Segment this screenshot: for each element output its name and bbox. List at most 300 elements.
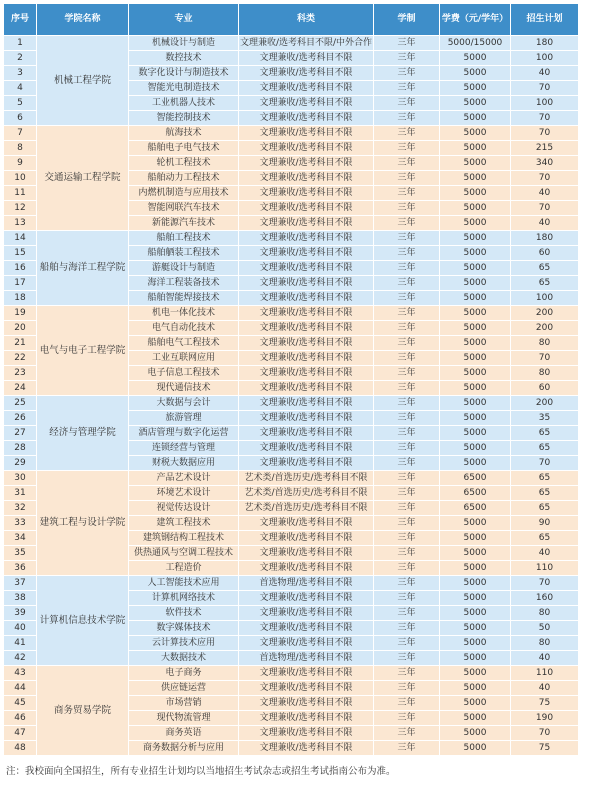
enrollment-plan-table xyxy=(3,3,579,756)
college-name: 机械工程学院 xyxy=(37,36,129,126)
duration: 三年 xyxy=(374,381,440,396)
enrollment-plan: 65 xyxy=(511,471,579,486)
duration: 三年 xyxy=(374,696,440,711)
row-number: 5 xyxy=(4,96,37,111)
row-number: 39 xyxy=(4,606,37,621)
duration: 三年 xyxy=(374,606,440,621)
category: 文理兼收/选考科目不限 xyxy=(239,621,374,636)
row-number: 15 xyxy=(4,246,37,261)
row-number: 25 xyxy=(4,396,37,411)
major-name: 智能光电制造技术 xyxy=(129,81,239,96)
table-row xyxy=(4,471,579,486)
college-name: 计算机信息技术学院 xyxy=(37,576,129,666)
major-name: 建筑工程技术 xyxy=(129,516,239,531)
major-name: 海洋工程装备技术 xyxy=(129,276,239,291)
major-name: 计算机网络技术 xyxy=(129,591,239,606)
tuition-fee: 5000 xyxy=(440,741,511,756)
tuition-fee: 5000 xyxy=(440,441,511,456)
enrollment-plan: 200 xyxy=(511,321,579,336)
tuition-fee: 5000 xyxy=(440,321,511,336)
duration: 三年 xyxy=(374,51,440,66)
enrollment-plan: 65 xyxy=(511,531,579,546)
enrollment-plan: 70 xyxy=(511,456,579,471)
enrollment-plan: 90 xyxy=(511,516,579,531)
major-name: 财税大数据应用 xyxy=(129,456,239,471)
tuition-fee: 6500 xyxy=(440,471,511,486)
tuition-fee: 5000 xyxy=(440,636,511,651)
duration: 三年 xyxy=(374,516,440,531)
tuition-fee: 5000 xyxy=(440,591,511,606)
duration: 三年 xyxy=(374,471,440,486)
duration: 三年 xyxy=(374,531,440,546)
category: 文理兼收/选考科目不限 xyxy=(239,141,374,156)
college-name: 船舶与海洋工程学院 xyxy=(37,231,129,306)
duration: 三年 xyxy=(374,426,440,441)
enrollment-plan: 70 xyxy=(511,111,579,126)
category: 文理兼收/选考科目不限 xyxy=(239,711,374,726)
major-name: 智能网联汽车技术 xyxy=(129,201,239,216)
tuition-fee: 5000 xyxy=(440,276,511,291)
row-number: 11 xyxy=(4,186,37,201)
row-number: 34 xyxy=(4,531,37,546)
tuition-fee: 5000 xyxy=(440,231,511,246)
enrollment-plan: 200 xyxy=(511,396,579,411)
duration: 三年 xyxy=(374,636,440,651)
category: 文理兼收/选考科目不限 xyxy=(239,156,374,171)
duration: 三年 xyxy=(374,216,440,231)
duration: 三年 xyxy=(374,456,440,471)
major-name: 数控技术 xyxy=(129,51,239,66)
duration: 三年 xyxy=(374,621,440,636)
tuition-fee: 5000 xyxy=(440,711,511,726)
duration: 三年 xyxy=(374,186,440,201)
header-cell-no: 序号 xyxy=(4,4,37,36)
enrollment-plan: 70 xyxy=(511,201,579,216)
tuition-fee: 5000 xyxy=(440,516,511,531)
tuition-fee: 5000 xyxy=(440,201,511,216)
major-name: 现代通信技术 xyxy=(129,381,239,396)
enrollment-plan: 60 xyxy=(511,381,579,396)
row-number: 38 xyxy=(4,591,37,606)
tuition-fee: 5000 xyxy=(440,381,511,396)
enrollment-plan: 40 xyxy=(511,681,579,696)
duration: 三年 xyxy=(374,171,440,186)
tuition-fee: 6500 xyxy=(440,501,511,516)
tuition-fee: 5000 xyxy=(440,621,511,636)
category: 艺术类/首选历史/选考科目不限 xyxy=(239,501,374,516)
major-name: 市场营销 xyxy=(129,696,239,711)
enrollment-plan: 65 xyxy=(511,426,579,441)
tuition-fee: 5000 xyxy=(440,666,511,681)
category: 文理兼收/选考科目不限 xyxy=(239,276,374,291)
header-cell-major: 专业 xyxy=(129,4,239,36)
header-cell-plan: 招生计划 xyxy=(511,4,579,36)
major-name: 供热通风与空调工程技术 xyxy=(129,546,239,561)
enrollment-plan: 40 xyxy=(511,186,579,201)
major-name: 连锁经营与管理 xyxy=(129,441,239,456)
table-header-row xyxy=(4,4,579,36)
tuition-fee: 5000 xyxy=(440,291,511,306)
tuition-fee: 5000 xyxy=(440,336,511,351)
category: 文理兼收/选考科目不限/中外合作 xyxy=(239,36,374,51)
major-name: 船舶动力工程技术 xyxy=(129,171,239,186)
duration: 三年 xyxy=(374,396,440,411)
row-number: 46 xyxy=(4,711,37,726)
category: 文理兼收/选考科目不限 xyxy=(239,216,374,231)
header-cell-college: 学院名称 xyxy=(37,4,129,36)
major-name: 酒店管理与数字化运营 xyxy=(129,426,239,441)
row-number: 27 xyxy=(4,426,37,441)
duration: 三年 xyxy=(374,291,440,306)
enrollment-plan: 215 xyxy=(511,141,579,156)
row-number: 23 xyxy=(4,366,37,381)
tuition-fee: 5000 xyxy=(440,126,511,141)
tuition-fee: 5000 xyxy=(440,651,511,666)
tuition-fee: 5000 xyxy=(440,246,511,261)
category: 文理兼收/选考科目不限 xyxy=(239,546,374,561)
tuition-fee: 5000 xyxy=(440,111,511,126)
enrollment-plan: 110 xyxy=(511,561,579,576)
duration: 三年 xyxy=(374,126,440,141)
major-name: 船舶工程技术 xyxy=(129,231,239,246)
enrollment-plan: 70 xyxy=(511,171,579,186)
category: 文理兼收/选考科目不限 xyxy=(239,231,374,246)
major-name: 工业机器人技术 xyxy=(129,96,239,111)
row-number: 4 xyxy=(4,81,37,96)
category: 艺术类/首选历史/选考科目不限 xyxy=(239,471,374,486)
category: 文理兼收/选考科目不限 xyxy=(239,321,374,336)
duration: 三年 xyxy=(374,111,440,126)
enrollment-plan: 65 xyxy=(511,261,579,276)
major-name: 大数据与会计 xyxy=(129,396,239,411)
category: 文理兼收/选考科目不限 xyxy=(239,171,374,186)
enrollment-plan: 100 xyxy=(511,291,579,306)
tuition-fee: 5000 xyxy=(440,531,511,546)
category: 文理兼收/选考科目不限 xyxy=(239,696,374,711)
major-name: 电子信息工程技术 xyxy=(129,366,239,381)
row-number: 19 xyxy=(4,306,37,321)
category: 文理兼收/选考科目不限 xyxy=(239,591,374,606)
major-name: 新能源汽车技术 xyxy=(129,216,239,231)
duration: 三年 xyxy=(374,306,440,321)
row-number: 47 xyxy=(4,726,37,741)
major-name: 机械设计与制造 xyxy=(129,36,239,51)
category: 文理兼收/选考科目不限 xyxy=(239,531,374,546)
tuition-fee: 5000 xyxy=(440,546,511,561)
enrollment-plan: 110 xyxy=(511,666,579,681)
row-number: 10 xyxy=(4,171,37,186)
category: 文理兼收/选考科目不限 xyxy=(239,516,374,531)
duration: 三年 xyxy=(374,321,440,336)
row-number: 44 xyxy=(4,681,37,696)
category: 文理兼收/选考科目不限 xyxy=(239,261,374,276)
duration: 三年 xyxy=(374,666,440,681)
row-number: 43 xyxy=(4,666,37,681)
category: 文理兼收/选考科目不限 xyxy=(239,426,374,441)
college-name: 交通运输工程学院 xyxy=(37,126,129,231)
enrollment-plan: 70 xyxy=(511,126,579,141)
row-number: 21 xyxy=(4,336,37,351)
major-name: 工业互联网应用 xyxy=(129,351,239,366)
category: 文理兼收/选考科目不限 xyxy=(239,726,374,741)
row-number: 35 xyxy=(4,546,37,561)
row-number: 24 xyxy=(4,381,37,396)
enrollment-plan: 180 xyxy=(511,36,579,51)
table-row xyxy=(4,666,579,681)
major-name: 商务数据分析与应用 xyxy=(129,741,239,756)
category: 文理兼收/选考科目不限 xyxy=(239,291,374,306)
row-number: 8 xyxy=(4,141,37,156)
enrollment-plan: 50 xyxy=(511,621,579,636)
duration: 三年 xyxy=(374,651,440,666)
duration: 三年 xyxy=(374,411,440,426)
enrollment-plan: 75 xyxy=(511,741,579,756)
enrollment-plan: 65 xyxy=(511,501,579,516)
duration: 三年 xyxy=(374,261,440,276)
duration: 三年 xyxy=(374,726,440,741)
tuition-fee: 5000 xyxy=(440,426,511,441)
major-name: 内燃机制造与应用技术 xyxy=(129,186,239,201)
duration: 三年 xyxy=(374,441,440,456)
row-number: 32 xyxy=(4,501,37,516)
row-number: 40 xyxy=(4,621,37,636)
row-number: 28 xyxy=(4,441,37,456)
enrollment-plan: 65 xyxy=(511,441,579,456)
enrollment-plan: 40 xyxy=(511,216,579,231)
header-cell-category: 科类 xyxy=(239,4,374,36)
row-number: 16 xyxy=(4,261,37,276)
major-name: 电气自动化技术 xyxy=(129,321,239,336)
category: 文理兼收/选考科目不限 xyxy=(239,246,374,261)
college-name: 建筑工程与设计学院 xyxy=(37,471,129,576)
table-row xyxy=(4,36,579,51)
row-number: 31 xyxy=(4,486,37,501)
row-number: 13 xyxy=(4,216,37,231)
tuition-fee: 5000 xyxy=(440,51,511,66)
tuition-fee: 5000 xyxy=(440,81,511,96)
row-number: 3 xyxy=(4,66,37,81)
major-name: 机电一体化技术 xyxy=(129,306,239,321)
enrollment-plan: 35 xyxy=(511,411,579,426)
tuition-fee: 5000 xyxy=(440,306,511,321)
table-row xyxy=(4,396,579,411)
category: 文理兼收/选考科目不限 xyxy=(239,96,374,111)
enrollment-plan: 40 xyxy=(511,546,579,561)
row-number: 1 xyxy=(4,36,37,51)
duration: 三年 xyxy=(374,96,440,111)
enrollment-plan: 40 xyxy=(511,651,579,666)
category: 文理兼收/选考科目不限 xyxy=(239,456,374,471)
tuition-fee: 5000 xyxy=(440,351,511,366)
major-name: 船舶电气工程技术 xyxy=(129,336,239,351)
major-name: 视觉传达设计 xyxy=(129,501,239,516)
enrollment-plan: 70 xyxy=(511,351,579,366)
major-name: 电子商务 xyxy=(129,666,239,681)
enrollment-plan: 80 xyxy=(511,336,579,351)
enrollment-plan: 65 xyxy=(511,276,579,291)
category: 文理兼收/选考科目不限 xyxy=(239,66,374,81)
category: 文理兼收/选考科目不限 xyxy=(239,186,374,201)
row-number: 37 xyxy=(4,576,37,591)
tuition-fee: 5000 xyxy=(440,411,511,426)
major-name: 航海技术 xyxy=(129,126,239,141)
tuition-fee: 5000 xyxy=(440,156,511,171)
header-cell-fee: 学费（元/学年） xyxy=(440,4,511,36)
duration: 三年 xyxy=(374,576,440,591)
enrollment-plan: 80 xyxy=(511,636,579,651)
enrollment-plan: 80 xyxy=(511,606,579,621)
category: 文理兼收/选考科目不限 xyxy=(239,81,374,96)
tuition-fee: 5000 xyxy=(440,681,511,696)
duration: 三年 xyxy=(374,501,440,516)
header-cell-duration: 学制 xyxy=(374,4,440,36)
major-name: 云计算技术应用 xyxy=(129,636,239,651)
tuition-fee: 5000 xyxy=(440,396,511,411)
tuition-fee: 5000 xyxy=(440,66,511,81)
duration: 三年 xyxy=(374,81,440,96)
category: 文理兼收/选考科目不限 xyxy=(239,366,374,381)
category: 文理兼收/选考科目不限 xyxy=(239,351,374,366)
tuition-fee: 5000 xyxy=(440,366,511,381)
enrollment-plan: 70 xyxy=(511,726,579,741)
category: 文理兼收/选考科目不限 xyxy=(239,336,374,351)
category: 首选物理/选考科目不限 xyxy=(239,576,374,591)
duration: 三年 xyxy=(374,201,440,216)
row-number: 30 xyxy=(4,471,37,486)
major-name: 轮机工程技术 xyxy=(129,156,239,171)
tuition-fee: 5000 xyxy=(440,561,511,576)
category: 文理兼收/选考科目不限 xyxy=(239,441,374,456)
major-name: 工程造价 xyxy=(129,561,239,576)
table-row xyxy=(4,306,579,321)
duration: 三年 xyxy=(374,231,440,246)
major-name: 数字媒体技术 xyxy=(129,621,239,636)
category: 文理兼收/选考科目不限 xyxy=(239,606,374,621)
category: 文理兼收/选考科目不限 xyxy=(239,126,374,141)
enrollment-plan: 40 xyxy=(511,66,579,81)
major-name: 船舶智能焊接技术 xyxy=(129,291,239,306)
major-name: 大数据技术 xyxy=(129,651,239,666)
enrollment-plan: 100 xyxy=(511,51,579,66)
row-number: 14 xyxy=(4,231,37,246)
enrollment-plan: 180 xyxy=(511,231,579,246)
category: 艺术类/首选历史/选考科目不限 xyxy=(239,486,374,501)
major-name: 建筑钢结构工程技术 xyxy=(129,531,239,546)
row-number: 6 xyxy=(4,111,37,126)
category: 文理兼收/选考科目不限 xyxy=(239,51,374,66)
row-number: 33 xyxy=(4,516,37,531)
tuition-fee: 5000 xyxy=(440,576,511,591)
row-number: 20 xyxy=(4,321,37,336)
duration: 三年 xyxy=(374,486,440,501)
duration: 三年 xyxy=(374,141,440,156)
category: 首选物理/选考科目不限 xyxy=(239,651,374,666)
tuition-fee: 5000 xyxy=(440,96,511,111)
college-name: 经济与管理学院 xyxy=(37,396,129,471)
enrollment-plan: 70 xyxy=(511,576,579,591)
duration: 三年 xyxy=(374,546,440,561)
category: 文理兼收/选考科目不限 xyxy=(239,636,374,651)
tuition-fee: 5000 xyxy=(440,606,511,621)
major-name: 现代物流管理 xyxy=(129,711,239,726)
tuition-fee: 5000 xyxy=(440,261,511,276)
row-number: 26 xyxy=(4,411,37,426)
college-name: 商务贸易学院 xyxy=(37,666,129,756)
major-name: 环境艺术设计 xyxy=(129,486,239,501)
duration: 三年 xyxy=(374,711,440,726)
major-name: 软件技术 xyxy=(129,606,239,621)
duration: 三年 xyxy=(374,66,440,81)
row-number: 9 xyxy=(4,156,37,171)
table-row xyxy=(4,576,579,591)
row-number: 45 xyxy=(4,696,37,711)
duration: 三年 xyxy=(374,591,440,606)
category: 文理兼收/选考科目不限 xyxy=(239,381,374,396)
table-row xyxy=(4,126,579,141)
category: 文理兼收/选考科目不限 xyxy=(239,681,374,696)
row-number: 17 xyxy=(4,276,37,291)
tuition-fee: 5000 xyxy=(440,171,511,186)
row-number: 22 xyxy=(4,351,37,366)
major-name: 数字化设计与制造技术 xyxy=(129,66,239,81)
row-number: 42 xyxy=(4,651,37,666)
tuition-fee: 5000 xyxy=(440,726,511,741)
tuition-fee: 5000 xyxy=(440,456,511,471)
enrollment-plan: 70 xyxy=(511,81,579,96)
major-name: 游艇设计与制造 xyxy=(129,261,239,276)
major-name: 商务英语 xyxy=(129,726,239,741)
tuition-fee: 5000 xyxy=(440,696,511,711)
footnote: 注：我校面向全国招生，所有专业招生计划均以当地招生考试杂志或招生考试指南公布为准。 xyxy=(6,766,396,777)
category: 文理兼收/选考科目不限 xyxy=(239,411,374,426)
duration: 三年 xyxy=(374,741,440,756)
tuition-fee: 6500 xyxy=(440,486,511,501)
row-number: 41 xyxy=(4,636,37,651)
tuition-fee: 5000 xyxy=(440,141,511,156)
enrollment-plan: 60 xyxy=(511,246,579,261)
enrollment-plan: 190 xyxy=(511,711,579,726)
duration: 三年 xyxy=(374,276,440,291)
enrollment-plan: 80 xyxy=(511,366,579,381)
category: 文理兼收/选考科目不限 xyxy=(239,396,374,411)
category: 文理兼收/选考科目不限 xyxy=(239,201,374,216)
enrollment-plan: 160 xyxy=(511,591,579,606)
row-number: 36 xyxy=(4,561,37,576)
category: 文理兼收/选考科目不限 xyxy=(239,666,374,681)
major-name: 智能控制技术 xyxy=(129,111,239,126)
duration: 三年 xyxy=(374,36,440,51)
row-number: 18 xyxy=(4,291,37,306)
tuition-fee: 5000 xyxy=(440,216,511,231)
major-name: 供应链运营 xyxy=(129,681,239,696)
major-name: 旅游管理 xyxy=(129,411,239,426)
category: 文理兼收/选考科目不限 xyxy=(239,306,374,321)
enrollment-plan: 100 xyxy=(511,96,579,111)
duration: 三年 xyxy=(374,681,440,696)
duration: 三年 xyxy=(374,366,440,381)
enrollment-plan: 65 xyxy=(511,486,579,501)
tuition-fee: 5000/15000 xyxy=(440,36,511,51)
enrollment-plan: 340 xyxy=(511,156,579,171)
category: 文理兼收/选考科目不限 xyxy=(239,741,374,756)
duration: 三年 xyxy=(374,351,440,366)
row-number: 48 xyxy=(4,741,37,756)
table-row xyxy=(4,231,579,246)
college-name: 电气与电子工程学院 xyxy=(37,306,129,396)
row-number: 29 xyxy=(4,456,37,471)
major-name: 产品艺术设计 xyxy=(129,471,239,486)
category: 文理兼收/选考科目不限 xyxy=(239,111,374,126)
